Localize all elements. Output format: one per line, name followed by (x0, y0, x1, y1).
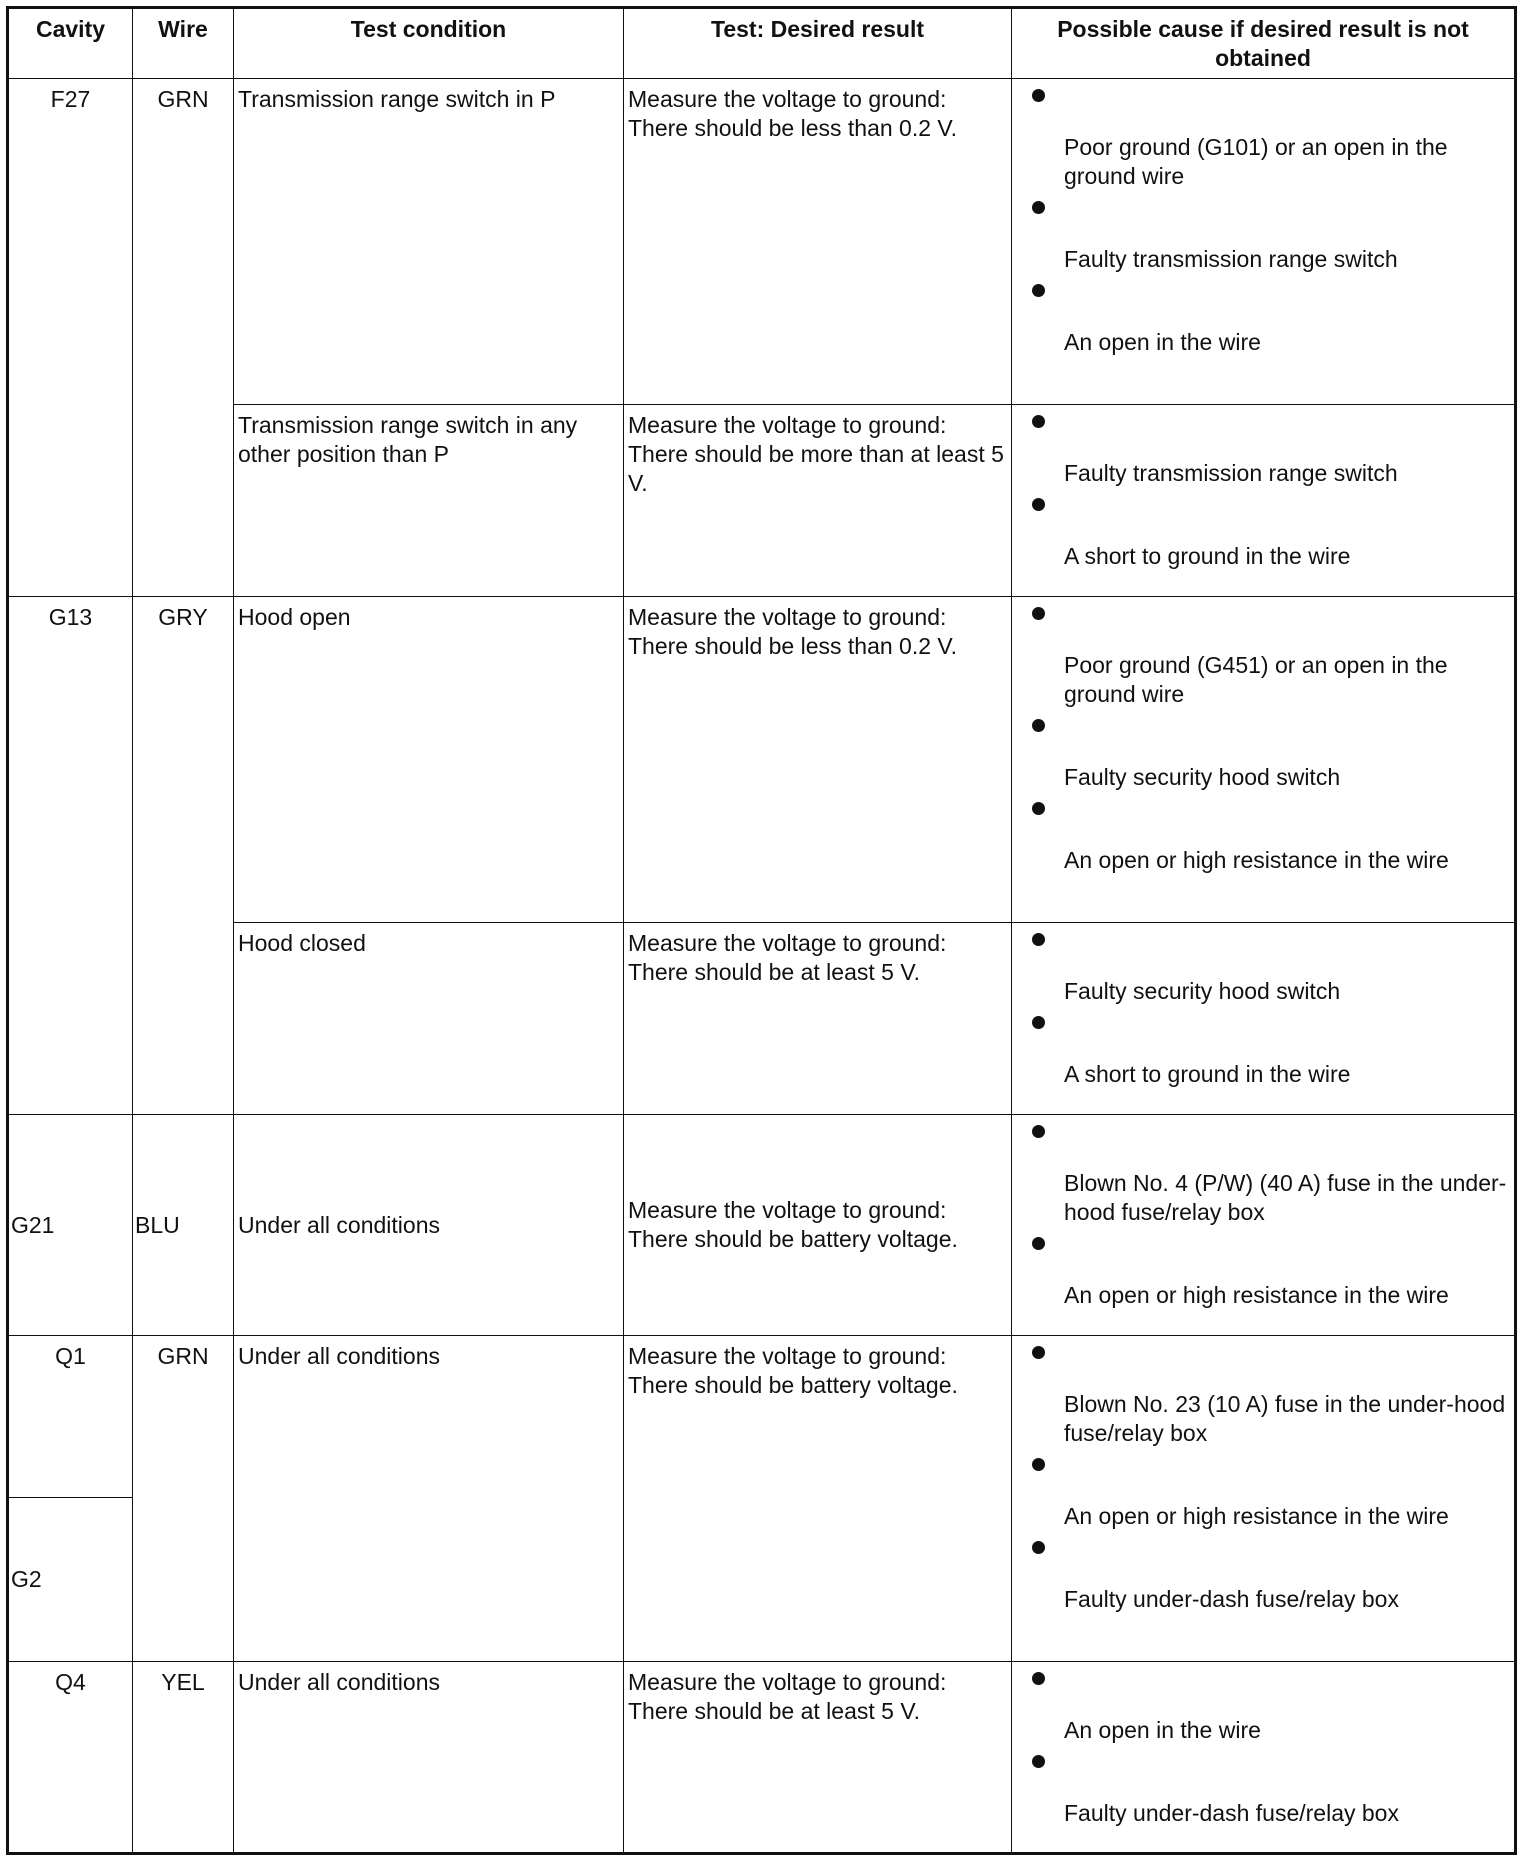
bullet-icon (1032, 719, 1045, 732)
wire-cell: GRY (133, 597, 234, 1115)
cause-item: An open or high resistance in the wire (1012, 792, 1514, 875)
cause-item: Faulty transmission range switch (1012, 191, 1514, 274)
bullet-icon (1032, 415, 1045, 428)
desired-result-cell: Measure the voltage to ground: There should be battery voltage. (624, 1115, 1012, 1336)
bullet-icon (1032, 1016, 1045, 1029)
table-row (8, 79, 1516, 405)
cavity-cell: Q1 (8, 1336, 133, 1498)
bullet-icon (1032, 1458, 1045, 1471)
cause-item: Blown No. 23 (10 A) fuse in the under-hood fuse/relay box (1012, 1336, 1514, 1448)
bullet-icon (1032, 1237, 1045, 1250)
header-possible-cause: Possible cause if desired result is not obtained (1012, 8, 1516, 79)
cause-item: Blown No. 4 (P/W) (40 A) fuse in the under-hood fuse/relay box (1012, 1115, 1514, 1227)
test-condition-cell: Hood open (234, 597, 624, 923)
bullet-icon (1032, 1125, 1045, 1138)
cavity-cell: G13 (8, 597, 133, 1115)
cause-item: An open or high resistance in the wire (1012, 1227, 1514, 1310)
bullet-icon (1032, 802, 1045, 815)
header-wire: Wire (133, 8, 234, 79)
wire-cell: YEL (133, 1662, 234, 1854)
possible-cause-cell (1012, 1662, 1516, 1854)
possible-cause-cell (1012, 923, 1516, 1115)
cause-item: An open in the wire (1012, 1662, 1514, 1745)
cause-item: Poor ground (G451) or an open in the ground wire (1012, 597, 1514, 709)
cause-item: Faulty transmission range switch (1012, 405, 1514, 488)
desired-result-cell: Measure the voltage to ground: There should be at least 5 V. (624, 923, 1012, 1115)
test-condition-cell: Transmission range switch in P (234, 79, 624, 405)
wire-cell: BLU (133, 1115, 234, 1336)
bullet-icon (1032, 498, 1045, 511)
header-cavity: Cavity (8, 8, 133, 79)
table-row (8, 1336, 1516, 1498)
possible-cause-cell (1012, 597, 1516, 923)
bullet-icon (1032, 1672, 1045, 1685)
possible-cause-cell (1012, 1115, 1516, 1336)
possible-cause-cell (1012, 405, 1516, 597)
bullet-icon (1032, 201, 1045, 214)
table-row (8, 405, 1516, 597)
bullet-icon (1032, 89, 1045, 102)
wire-cell: GRN (133, 1336, 234, 1662)
table-row (8, 597, 1516, 923)
cause-item: An open or high resistance in the wire (1012, 1448, 1514, 1531)
test-condition-cell: Under all conditions (234, 1662, 624, 1854)
desired-result-cell: Measure the voltage to ground: There should be more than at least 5 V. (624, 405, 1012, 597)
wire-cell: GRN (133, 79, 234, 597)
cause-item: An open in the wire (1012, 274, 1514, 357)
cavity-cell: F27 (8, 79, 133, 597)
cavity-cell: Q4 (8, 1662, 133, 1854)
bullet-icon (1032, 933, 1045, 946)
cavity-cell: G21 (8, 1115, 133, 1336)
table-row (8, 1662, 1516, 1854)
bullet-icon (1032, 1541, 1045, 1554)
table-row (8, 923, 1516, 1115)
cause-item: A short to ground in the wire (1012, 1006, 1514, 1089)
desired-result-cell: Measure the voltage to ground: There should be less than 0.2 V. (624, 597, 1012, 923)
header-row (8, 8, 1516, 79)
cause-item: Faulty security hood switch (1012, 923, 1514, 1006)
cause-item: Faulty under-dash fuse/relay box (1012, 1745, 1514, 1828)
test-condition-cell: Under all conditions (234, 1115, 624, 1336)
desired-result-cell: Measure the voltage to ground: There should be at least 5 V. (624, 1662, 1012, 1854)
desired-result-cell: Measure the voltage to ground: There should be less than 0.2 V. (624, 79, 1012, 405)
header-desired-result: Test: Desired result (624, 8, 1012, 79)
diagnostic-table (6, 6, 1517, 1855)
test-condition-cell: Under all conditions (234, 1336, 624, 1662)
possible-cause-cell (1012, 79, 1516, 405)
bullet-icon (1032, 607, 1045, 620)
desired-result-cell: Measure the voltage to ground: There should be battery voltage. (624, 1336, 1012, 1662)
cause-item: A short to ground in the wire (1012, 488, 1514, 571)
bullet-icon (1032, 1755, 1045, 1768)
bullet-icon (1032, 1346, 1045, 1359)
header-test-condition: Test condition (234, 8, 624, 79)
bullet-icon (1032, 284, 1045, 297)
cavity-cell: G2 (8, 1498, 133, 1662)
test-condition-cell: Hood closed (234, 923, 624, 1115)
test-condition-cell: Transmission range switch in any other position than P (234, 405, 624, 597)
cause-item: Faulty under-dash fuse/relay box (1012, 1531, 1514, 1614)
cause-item: Faulty security hood switch (1012, 709, 1514, 792)
table-row (8, 1115, 1516, 1336)
possible-cause-cell (1012, 1336, 1516, 1662)
cause-item: Poor ground (G101) or an open in the ground wire (1012, 79, 1514, 191)
